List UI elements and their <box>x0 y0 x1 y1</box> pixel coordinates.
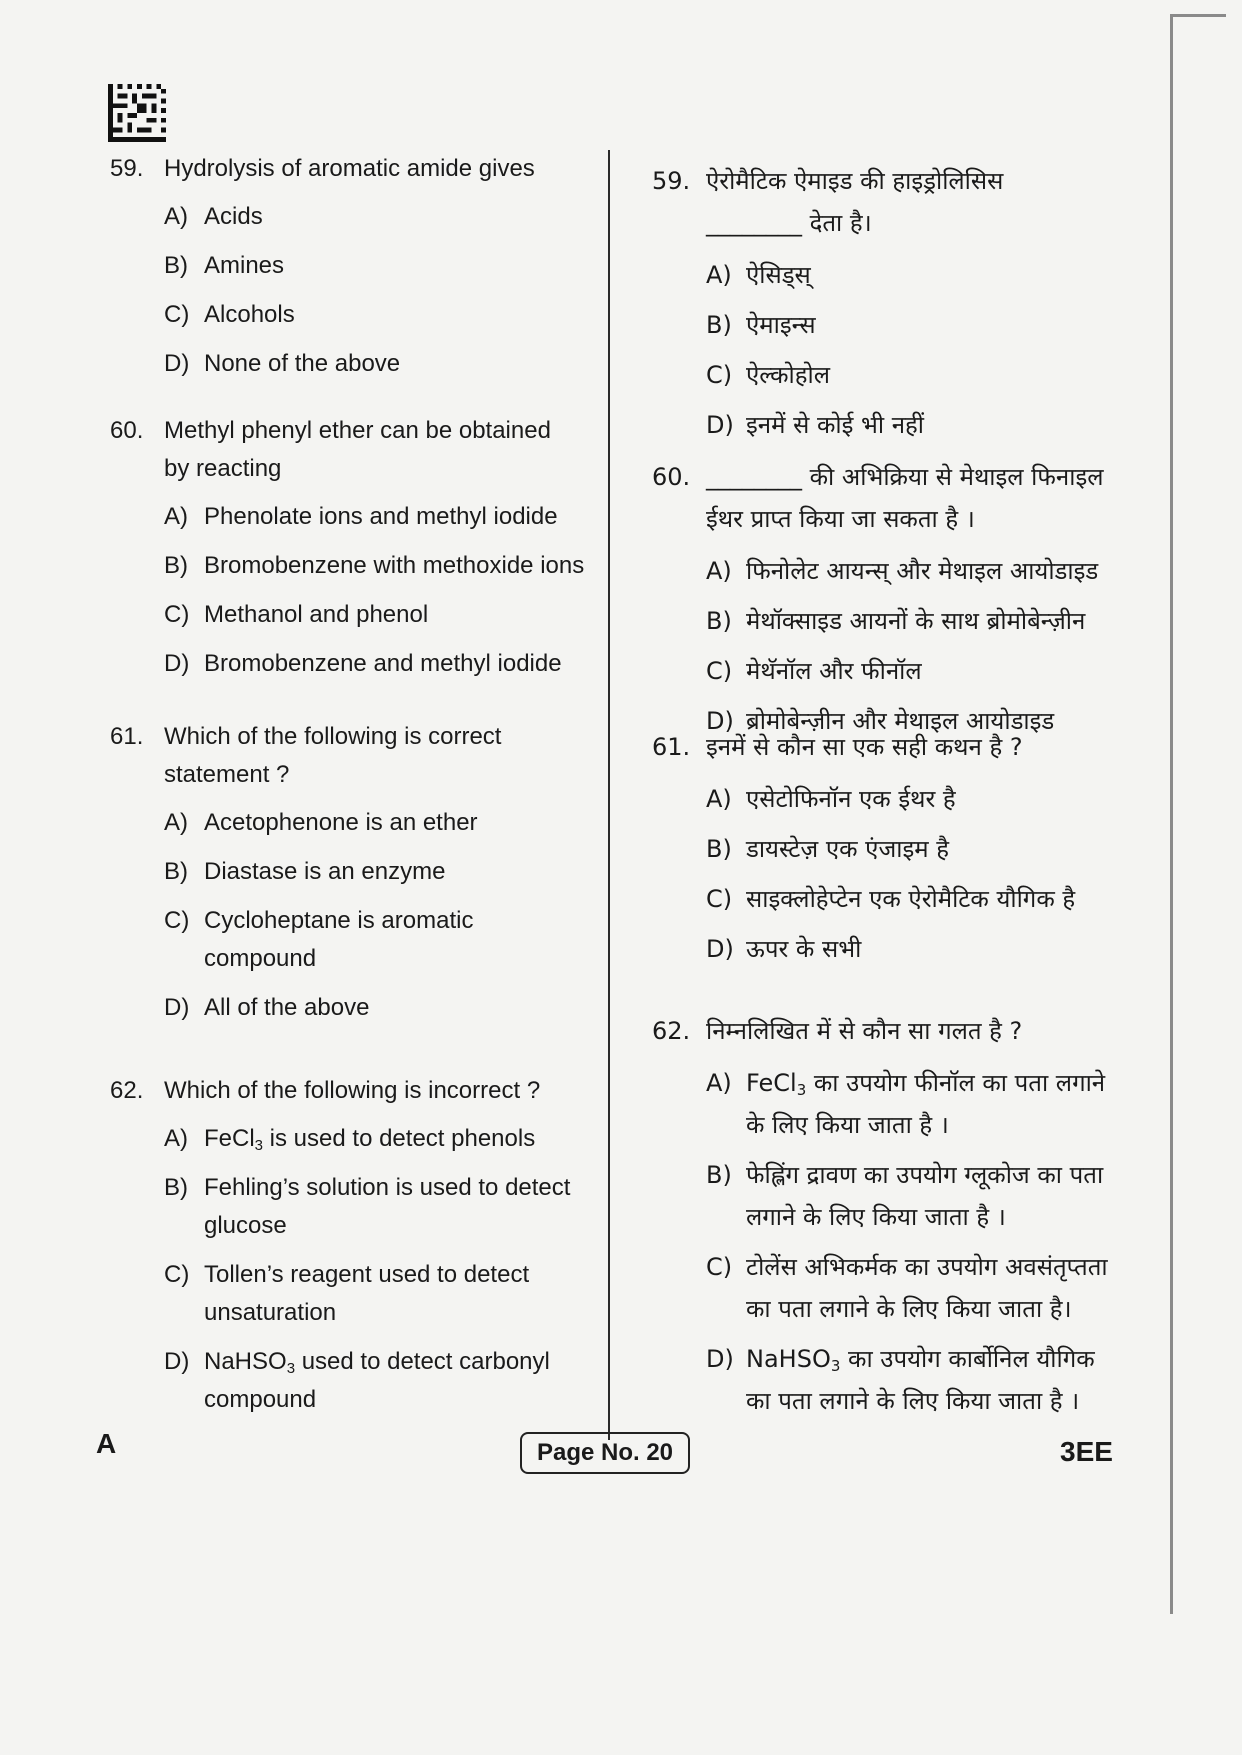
option-b: B) मेथॉक्साइड आयनों के साथ ब्रोमोबेन्ज़ीन <box>706 607 1086 635</box>
booklet-series: A <box>96 1428 117 1459</box>
option-a: A) फिनोलेट आयन्स् और मेथाइल आयोडाइड <box>706 557 1099 585</box>
paper-code: 3EE <box>1060 1436 1113 1467</box>
option-b: B) Fehling’s solution is used to detect glucose <box>164 1174 571 1239</box>
question-61 <box>110 718 610 1038</box>
option-c: C) Methanol and phenol <box>164 601 429 628</box>
option-c: C) Tollen’s reagent used to detect unsaturation <box>164 1261 530 1326</box>
question-60 <box>110 412 610 694</box>
option-a: A) Phenolate ions and methyl iodide <box>164 503 558 530</box>
option-a: A) Acids <box>164 203 263 230</box>
question-number: 61. <box>110 723 144 750</box>
option-d: D) Bromobenzene and methyl iodide <box>164 650 562 677</box>
question-59 <box>652 160 1132 454</box>
option-a: A) Acetophenone is an ether <box>164 809 478 836</box>
question-stem: ऐरोमैटिक ऐमाइड की हाइड्रोलिसिस ________ देता है। <box>706 167 1004 237</box>
question-62 <box>110 1072 610 1430</box>
question-stem: Methyl phenyl ether can be obtained by reacting <box>164 417 551 482</box>
question-61 <box>652 726 1132 978</box>
question-60 <box>652 456 1132 750</box>
question-number: 59. <box>652 167 691 195</box>
option-c: C) Alcohols <box>164 301 295 328</box>
option-b: B) ऐमाइन्स <box>706 311 816 339</box>
question-stem: Which of the following is incorrect ? <box>164 1077 541 1104</box>
option-d: D) ऊपर के सभी <box>706 935 862 963</box>
option-d: D) All of the above <box>164 994 370 1021</box>
option-d: D) NaHSO$_3$ used to detect carbonyl compound <box>164 1348 550 1413</box>
option-b: B) डायस्टेज़ एक एंजाइम है <box>706 835 949 863</box>
option-d: D) NaHSO$_3$ का उपयोग कार्बोनिल यौगिक का पता लगाने के लिए किया जाता है । <box>706 1345 1095 1415</box>
qr-code <box>108 84 166 142</box>
question-stem: Hydrolysis of aromatic amide gives <box>164 155 535 182</box>
question-stem: इनमें से कौन सा एक सही कथन है ? <box>706 733 1023 761</box>
option-c: C) टोलेंस अभिकर्मक का उपयोग अवसंतृप्तता का पता लगाने के लिए किया जाता है। <box>706 1253 1108 1323</box>
question-number: 62. <box>110 1077 144 1104</box>
option-d: D) ब्रोमोबेन्ज़ीन और मेथाइल आयोडाइड <box>706 707 1055 735</box>
option-a: A) FeCl$_3$ का उपयोग फीनॉल का पता लगाने के लिए किया जाता है । <box>706 1069 1106 1139</box>
option-a: A) एसेटोफिनॉन एक ईथर है <box>706 785 956 813</box>
option-c: C) Cycloheptane is aromatic compound <box>164 907 474 972</box>
question-stem: ________ की अभिक्रिया से मेथाइल फिनाइल ईथर प्राप्त किया जा सकता है । <box>706 463 1104 533</box>
option-b: B) Bromobenzene with methoxide ions <box>164 552 585 579</box>
page-number-box: Page No. 20 <box>520 1432 690 1474</box>
option-c: C) साइक्लोहेप्टेन एक ऐरोमैटिक यौगिक है <box>706 885 1076 913</box>
question-number: 62. <box>652 1017 691 1045</box>
question-number: 60. <box>652 463 691 491</box>
question-stem: निम्नलिखित में से कौन सा गलत है ? <box>706 1017 1023 1045</box>
option-a: A) FeCl$_3$ is used to detect phenols <box>164 1125 536 1154</box>
option-c: C) मेथॅनॉल और फीनॉल <box>706 657 922 685</box>
option-d: D) इनमें से कोई भी नहीं <box>706 411 924 439</box>
option-c: C) ऐल्कोहोल <box>706 361 830 389</box>
page-edge-right <box>1170 14 1173 1614</box>
page-edge-top <box>1170 14 1226 17</box>
question-number: 59. <box>110 155 144 182</box>
option-b: B) Amines <box>164 252 285 279</box>
question-stem: Which of the following is correct statement ? <box>164 723 502 788</box>
option-b: B) Diastase is an enzyme <box>164 858 446 885</box>
option-b: B) फेह्लिंग द्रावण का उपयोग ग्लूकोज का पता लगाने के लिए किया जाता है । <box>706 1161 1104 1231</box>
question-59 <box>110 150 610 394</box>
option-a: A) ऐसिड्स् <box>706 261 811 289</box>
question-62 <box>652 1010 1132 1430</box>
option-d: D) None of the above <box>164 350 401 377</box>
question-number: 60. <box>110 417 144 444</box>
question-number: 61. <box>652 733 691 761</box>
